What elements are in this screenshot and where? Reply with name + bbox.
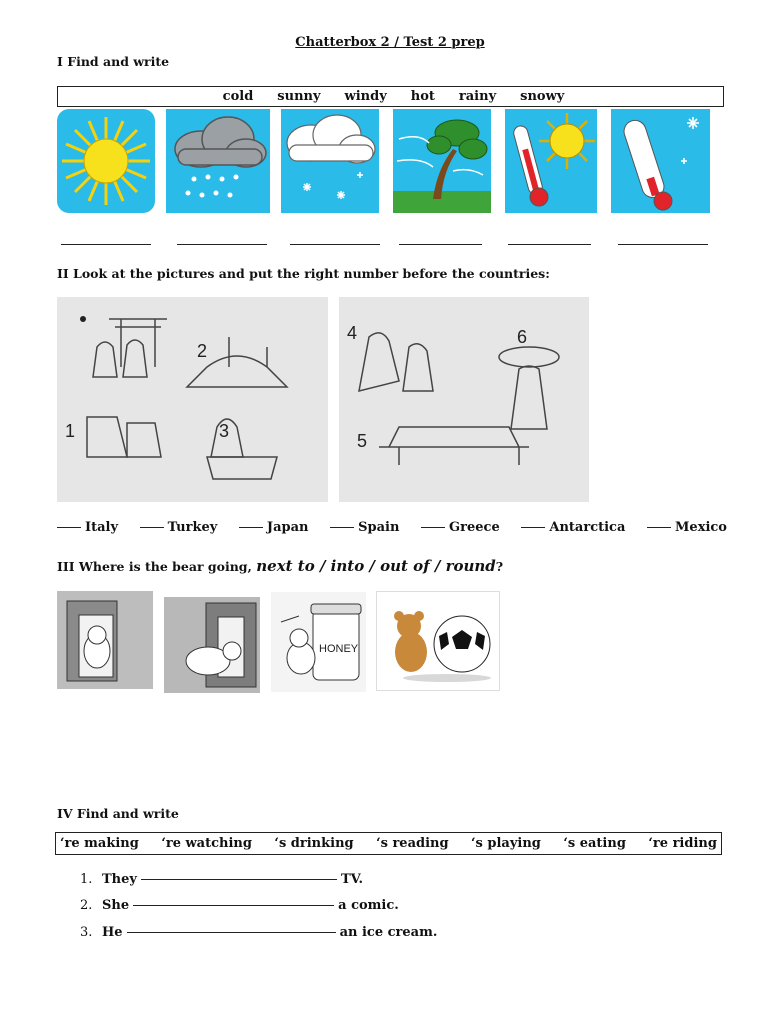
word-hot: hot bbox=[410, 89, 435, 104]
honey-jar-label: HONEY bbox=[319, 643, 359, 655]
answer-line-4[interactable] bbox=[399, 244, 482, 245]
snow-cloud-icon bbox=[281, 109, 379, 213]
country-turkey[interactable]: Turkey bbox=[140, 520, 218, 535]
weather-word-box bbox=[57, 86, 724, 107]
bear-next-to-ball-picture bbox=[376, 591, 500, 691]
word-sunny: sunny bbox=[277, 89, 321, 104]
countries-row bbox=[57, 520, 727, 535]
answer-line-3[interactable] bbox=[290, 244, 380, 245]
sentence-2-blank[interactable] bbox=[133, 905, 334, 906]
verb-s-reading: ‘s reading bbox=[376, 836, 449, 851]
countries-picture-left bbox=[57, 297, 328, 502]
verb-word-box bbox=[55, 832, 722, 855]
verb-re-riding: ‘re riding bbox=[648, 836, 717, 851]
section-3-heading: III Where is the bear going, next to / into / out of / round? bbox=[57, 557, 504, 575]
sun-icon bbox=[57, 109, 155, 213]
verb-s-eating: ‘s eating bbox=[563, 836, 626, 851]
sentence-3: 3. He an ice cream. bbox=[80, 925, 438, 940]
section-2-heading: II Look at the pictures and put the right number before the countries: bbox=[57, 266, 550, 281]
picture-number-5: 5 bbox=[357, 431, 368, 451]
picture-number-2: 2 bbox=[197, 341, 208, 361]
cold-thermometer-icon bbox=[611, 109, 710, 213]
page-title: Chatterbox 2 / Test 2 prep bbox=[295, 35, 485, 50]
country-spain[interactable]: Spain bbox=[330, 520, 399, 535]
country-italy[interactable]: Italy bbox=[57, 520, 118, 535]
sentence-3-blank[interactable] bbox=[127, 932, 336, 933]
section-1-heading: I Find and write bbox=[57, 54, 170, 69]
country-japan[interactable]: Japan bbox=[239, 520, 309, 535]
picture-number-6: 6 bbox=[517, 327, 528, 347]
answer-line-2[interactable] bbox=[177, 244, 267, 245]
picture-number-3: 3 bbox=[219, 421, 230, 441]
word-cold: cold bbox=[222, 89, 254, 104]
country-greece[interactable]: Greece bbox=[421, 520, 500, 535]
hot-thermometer-icon bbox=[505, 109, 597, 213]
word-windy: windy bbox=[344, 89, 387, 104]
picture-number-1: 1 bbox=[65, 421, 76, 441]
bear-out-of-picture bbox=[164, 597, 260, 693]
verb-re-making: ‘re making bbox=[60, 836, 139, 851]
answer-line-5[interactable] bbox=[508, 244, 591, 245]
windy-tree-icon bbox=[393, 109, 491, 213]
picture-number-4: 4 bbox=[347, 323, 358, 343]
rain-cloud-icon bbox=[166, 109, 270, 213]
country-mexico[interactable]: Mexico bbox=[647, 520, 727, 535]
sentence-1-blank[interactable] bbox=[141, 879, 337, 880]
countries-picture-right bbox=[339, 297, 589, 502]
word-snowy: snowy bbox=[520, 89, 565, 104]
answer-line-1[interactable] bbox=[61, 244, 151, 245]
sentence-2: 2. She a comic. bbox=[80, 898, 399, 913]
sentence-1: 1. They TV. bbox=[80, 872, 363, 887]
verb-s-playing: ‘s playing bbox=[471, 836, 541, 851]
section-4-heading: IV Find and write bbox=[57, 806, 179, 821]
answer-line-6[interactable] bbox=[618, 244, 708, 245]
bear-round-picture bbox=[271, 592, 366, 692]
country-antarctica[interactable]: Antarctica bbox=[521, 520, 625, 535]
word-rainy: rainy bbox=[458, 89, 497, 104]
bear-next-to-picture bbox=[57, 591, 153, 689]
verb-s-drinking: ‘s drinking bbox=[274, 836, 354, 851]
verb-re-watching: ‘re watching bbox=[161, 836, 252, 851]
